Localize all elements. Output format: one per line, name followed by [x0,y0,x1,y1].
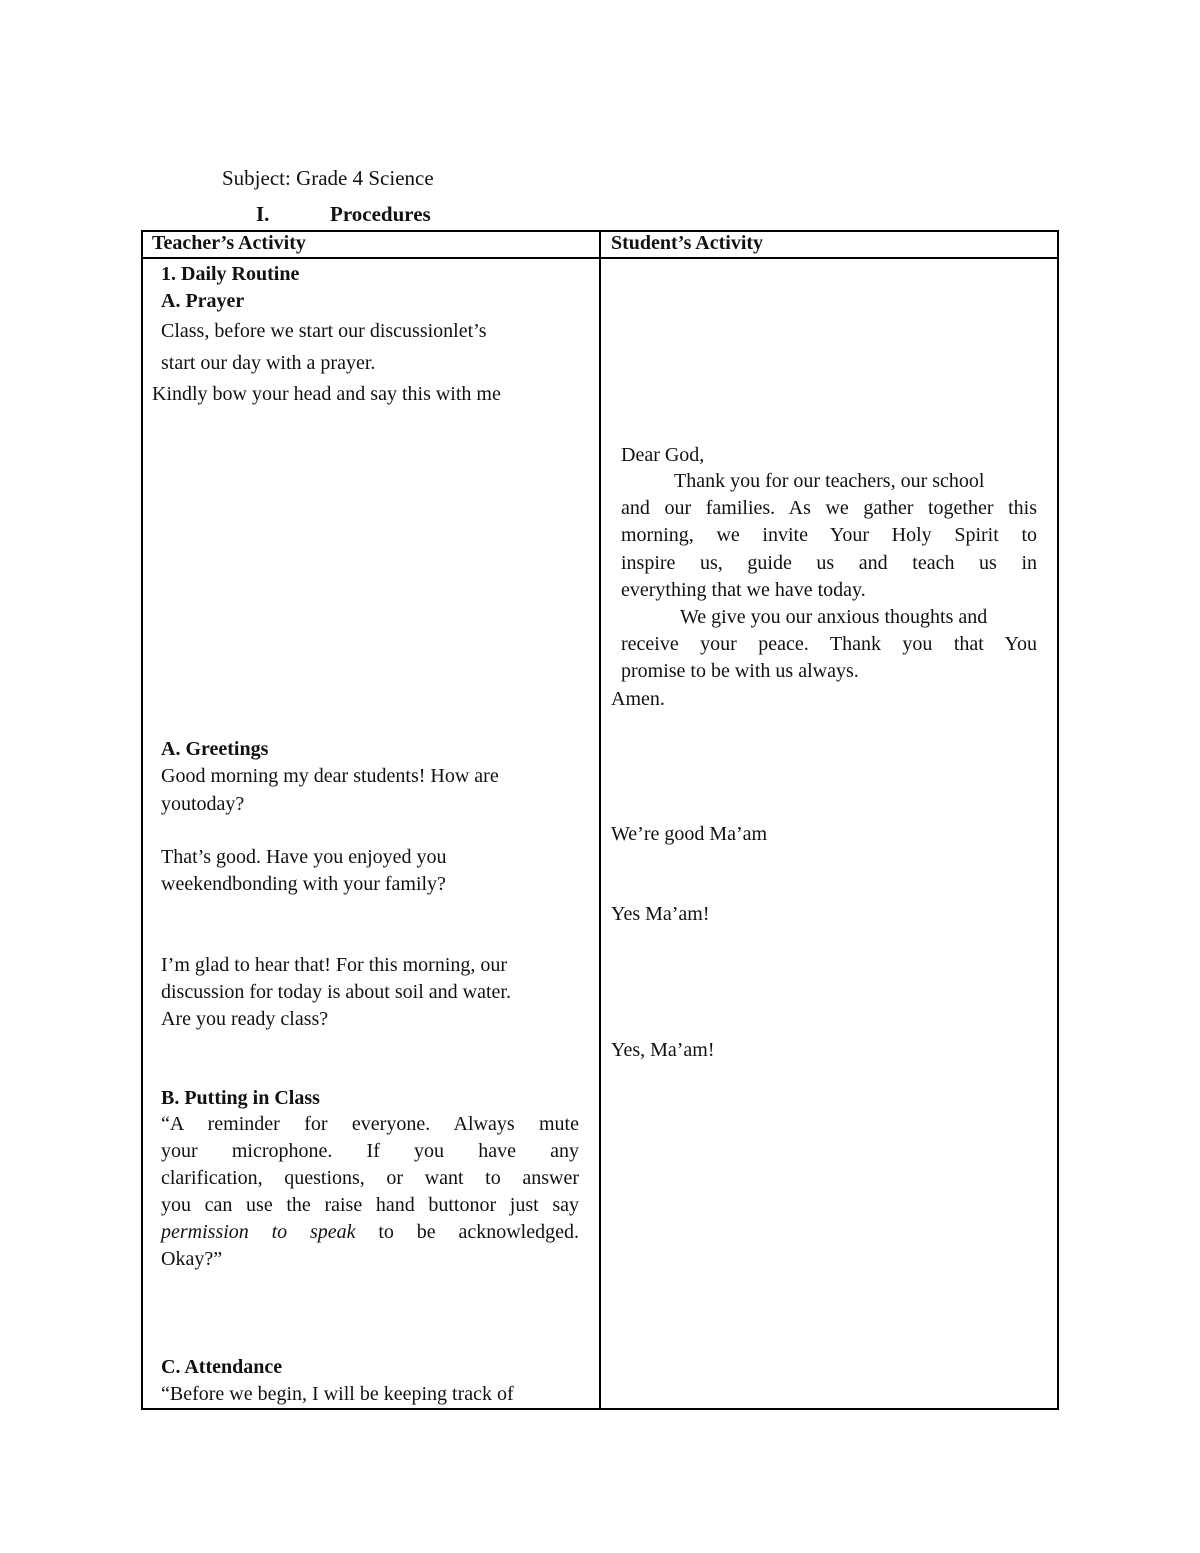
student-prayer-line-5: inspire us, guide us and teach us in [621,552,1037,574]
glad-line-1: I’m glad to hear that! For this morning, our [161,954,508,976]
prayer-heading: A. Prayer [161,290,245,312]
put-line-1: “A reminder for everyone. Always mute [161,1113,579,1135]
daily-routine-heading: 1. Daily Routine [161,263,300,285]
put-line-5 [161,1221,579,1244]
student-prayer-line-1: Dear God, [621,444,705,466]
teacher-prayer-line-3: Kindly bow your head and say this with me [152,383,501,405]
student-reply-yes-1: Yes Ma’am! [611,903,710,925]
student-reply-yes-2: Yes, Ma’am! [611,1039,715,1061]
teacher-column-header: Teacher’s Activity [152,232,306,254]
student-prayer-line-7: We give you our anxious thoughts and [680,606,988,628]
attendance-line-1: “Before we begin, I will be keeping track of [161,1383,514,1405]
header-divider [141,257,1059,259]
student-prayer-line-6: everything that we have today. [621,579,866,601]
put-line-2: your microphone. If you have any [161,1140,579,1162]
column-divider [599,230,601,1410]
putting-in-class-heading: B. Putting in Class [161,1087,320,1109]
teacher-prayer-line-1: Class, before we start our discussionlet’s [161,320,487,342]
put-line-5-rest: to be acknowledged. [355,1221,579,1243]
put-line-6: Okay?” [161,1248,223,1270]
subject-line: Subject: Grade 4 Science [222,166,434,190]
section-number: I. [256,202,270,226]
student-prayer-line-3: and our families. As we gather together this [621,497,1037,519]
glad-line-2: discussion for today is about soil and water. [161,981,511,1003]
student-prayer-line-9: promise to be with us always. [621,660,859,682]
student-reply-good: We’re good Ma’am [611,823,768,845]
student-column-header: Student’s Activity [611,232,764,254]
permission-to-speak-phrase: permission to speak [161,1221,356,1243]
greetings-heading: A. Greetings [161,738,269,760]
put-line-4: you can use the raise hand buttonor just say [161,1194,579,1216]
weekend-line-1: That’s good. Have you enjoyed you [161,846,447,868]
put-line-3: clarification, questions, or want to answer [161,1167,579,1189]
weekend-line-2: weekendbonding with your family? [161,873,446,895]
teacher-prayer-line-2: start our day with a prayer. [161,352,376,374]
attendance-heading: C. Attendance [161,1356,283,1378]
student-prayer-line-8: receive your peace. Thank you that You [621,633,1037,655]
greet-line-1: Good morning my dear students! How are [161,765,499,787]
section-title: Procedures [330,202,431,226]
student-prayer-amen: Amen. [611,688,665,710]
student-prayer-line-2: Thank you for our teachers, our school [674,470,985,492]
greet-line-2: youtoday? [161,793,245,815]
glad-line-3: Are you ready class? [161,1008,329,1030]
student-prayer-line-4: morning, we invite Your Holy Spirit to [621,524,1037,546]
